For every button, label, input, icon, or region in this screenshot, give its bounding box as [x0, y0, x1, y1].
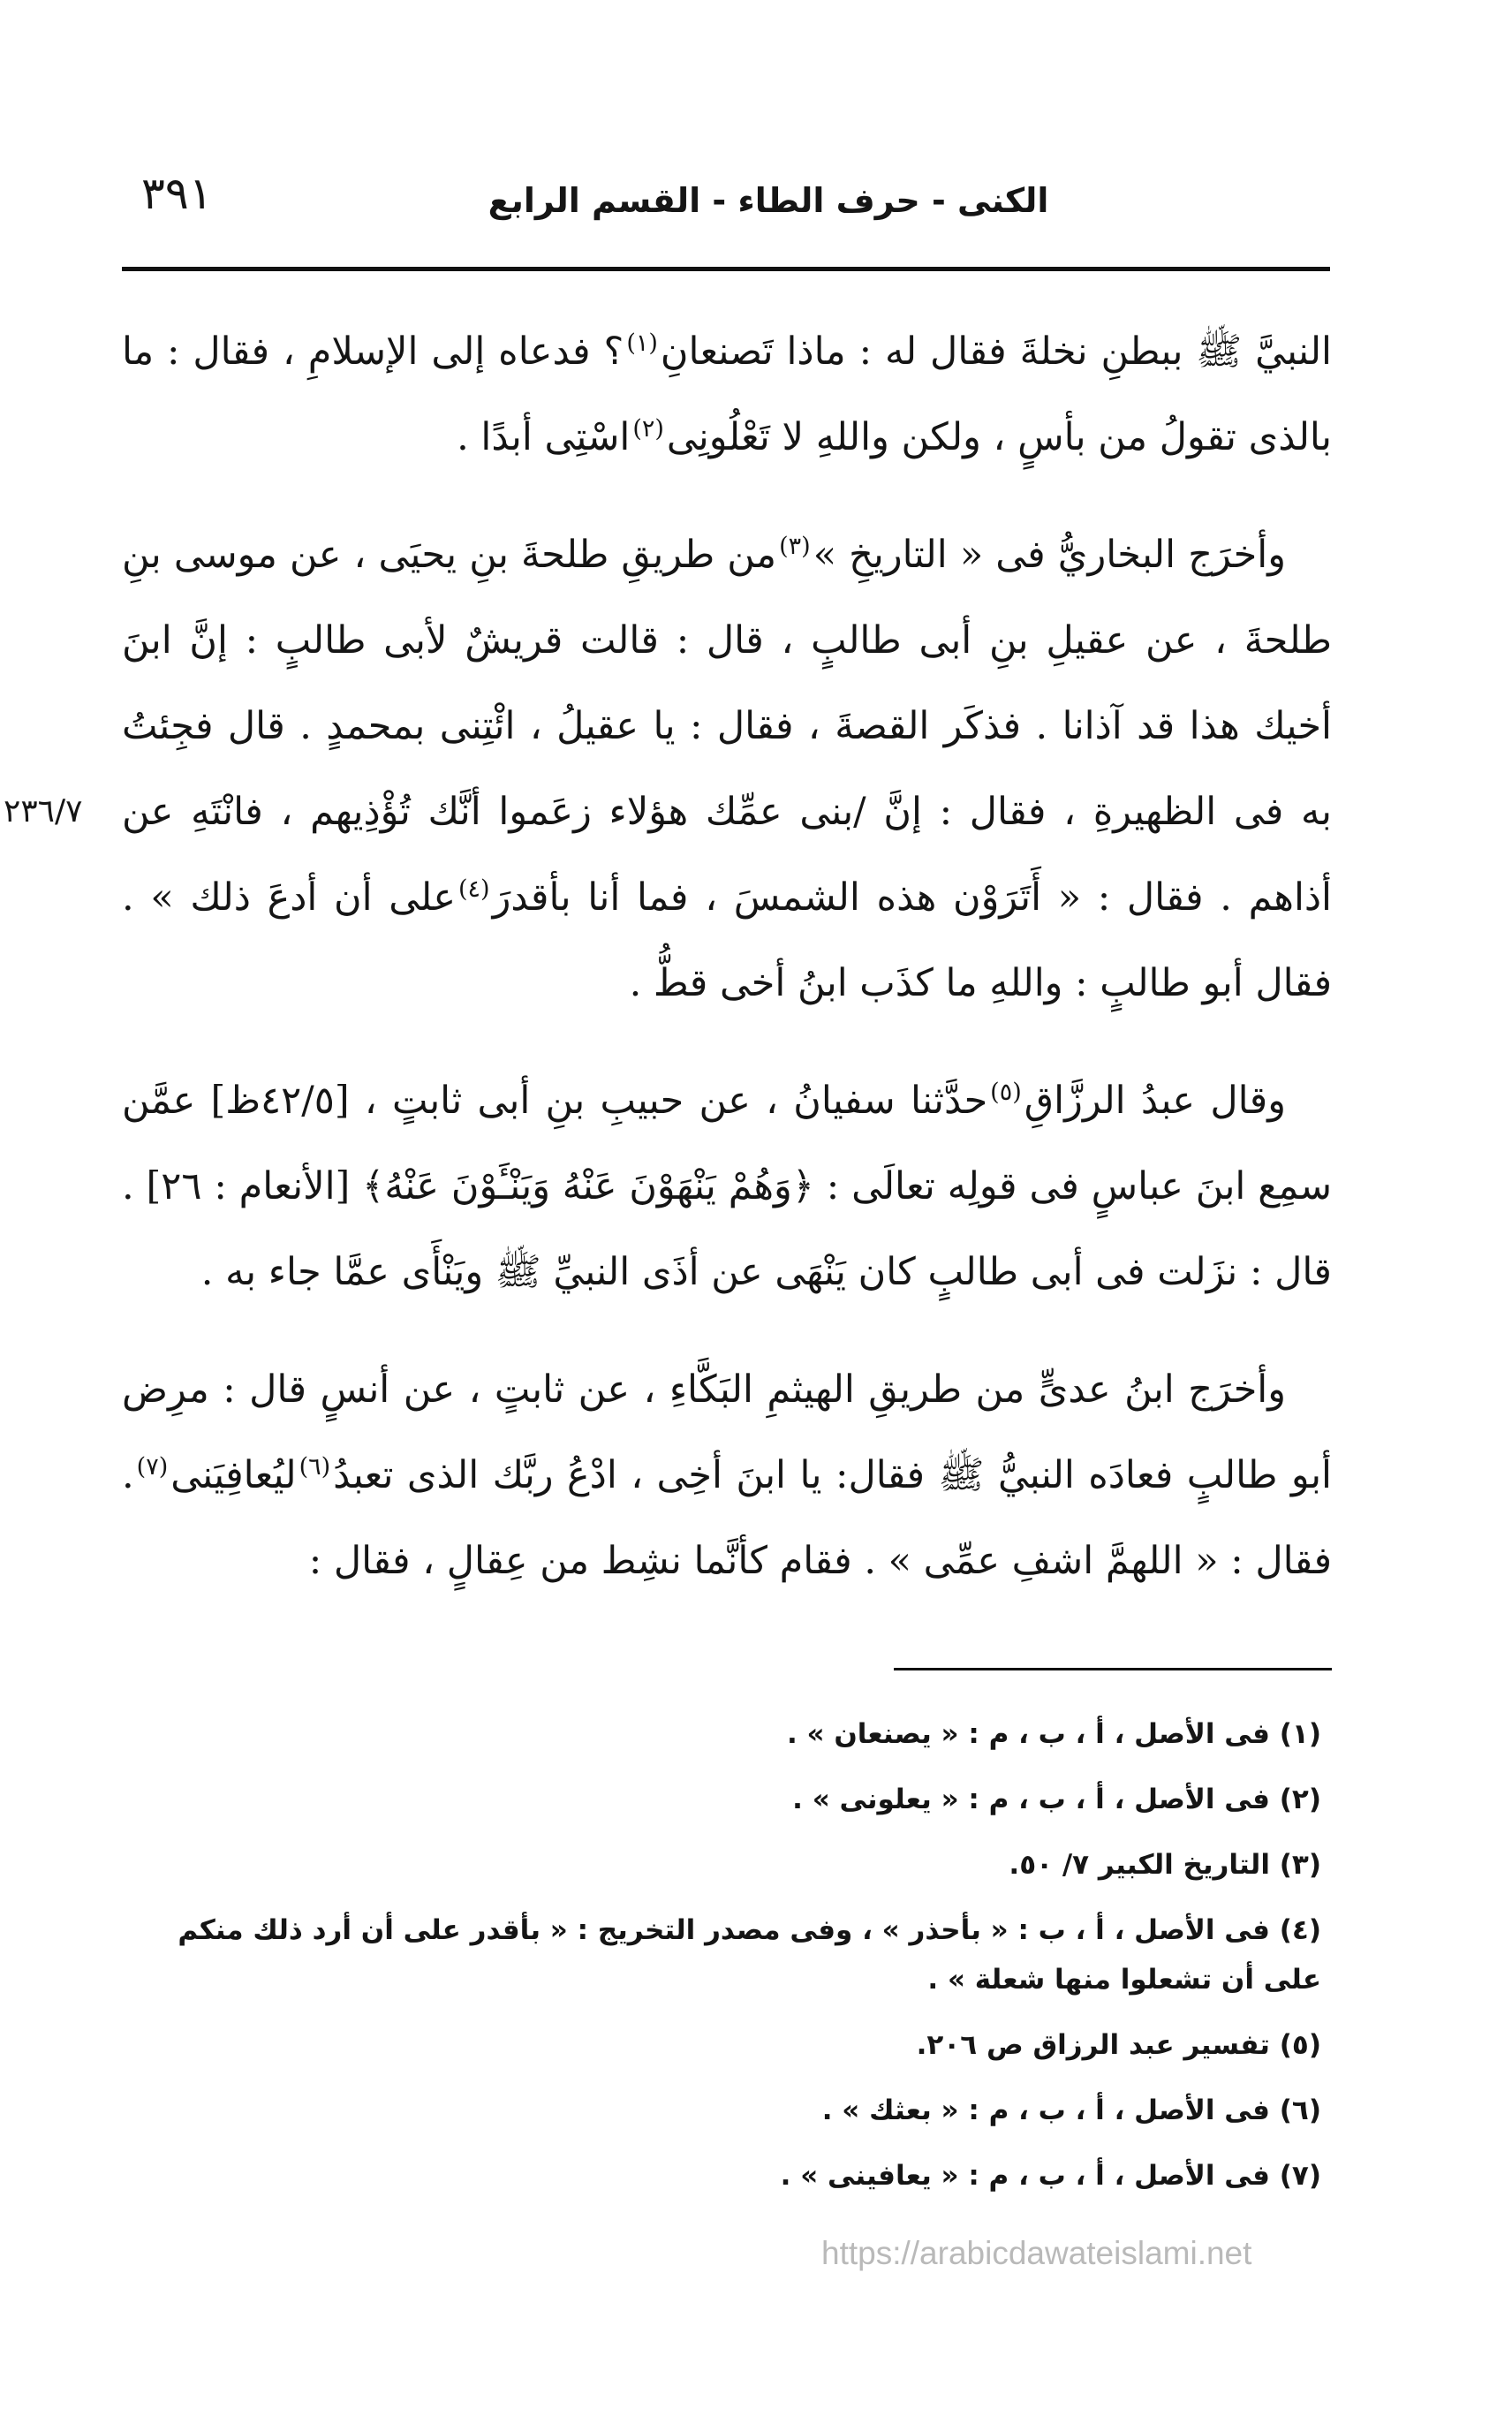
- footnote-7: (٧) فى الأصل ، أ ، ب ، م : « يعافينى » .: [780, 2160, 1321, 2192]
- paragraph-1-text-2: ؟ فدعاه إلى الإسلامِ ، فقال : ما بالذى تقولُ من بأسٍ ، ولكن واللهِ لا تَعْلُونِى: [122, 330, 1332, 459]
- footnote-1: (١) فى الأصل ، أ ، ب ، م : « يصنعان » .: [786, 1718, 1321, 1750]
- paragraph-4: [122, 1347, 1332, 1604]
- paragraph-2-text-1: وأخرَج البخاريُّ فى « التاريخِ »: [813, 533, 1286, 577]
- paragraph-4-text-2: ليُعافِيَنى: [170, 1453, 297, 1497]
- footnote-2: (٢) فى الأصل ، أ ، ب ، م : « يعلونى » .: [792, 1784, 1321, 1815]
- footnote-separator: [894, 1668, 1332, 1670]
- running-head: الكنى - حرف الطاء - القسم الرابع: [488, 181, 1049, 220]
- paragraph-1-text-1: النبيَّ ﷺ ببطنِ نخلةَ فقال له : ماذا تَصنعانِ: [660, 330, 1332, 374]
- footnote-marker: (٤): [457, 875, 490, 903]
- footnote-4: (٤) فى الأصل ، أ ، ب : « بأحذر » ، وفى مصدر التخريج : « بأقدر على أن أرد ذلك منكم على أن تشعلوا منها شعلة » .: [178, 1914, 1321, 1996]
- paragraph-2-text-2: من طريقِ طلحةَ بنِ يحيَى ، عن موسى بنِ طلحةَ ، عن عقيلِ بنِ أبى طالبٍ ، قال : قالت قريشٌ لأبى طالبٍ : إنَّ ابنَ أخيك هذا قد آذانا . فذكَر القصةَ ، فقال : يا عقيلُ ، ائْتِنى بمحمدٍ . قال فجِئتُ به فى الظهيرةِ ، فقال : إنَّ /بنى عمِّك هؤلاء زعَموا أنَّك تُؤْذِيهم ، فانْتَهِ عن أذاهم . فقال : « أَتَرَوْن هذه الشمسَ ، فما أنا بأقدرَ: [122, 533, 1332, 920]
- paragraph-3: [122, 1058, 1332, 1315]
- paragraph-1: [122, 309, 1332, 481]
- watermark-url: https://arabicdawateislami.net: [821, 2235, 1252, 2271]
- footnotes: [122, 1709, 1321, 2216]
- header-rule: [122, 267, 1330, 271]
- page-number: ٣٩١: [141, 168, 213, 219]
- paragraph-3-text-2: حدَّثنا سفيانُ ، عن حبيبِ بنِ أبى ثابتٍ ، [٤٢/٥ظ] عمَّن سمِع ابنَ عباسٍ فى قولِه تعالَى : ﴿وَهُمْ يَنْهَوْنَ عَنْهُ وَيَنْـَٔوْنَ عَنْهُ﴾ [الأنعام : ٢٦] . قال : نزَلت فى أبى طالبٍ كان يَنْهَى عن أذَى النبيِّ ﷺ ويَنْأَى عمَّا جاء به .: [122, 1079, 1332, 1294]
- main-text: [122, 309, 1332, 1636]
- footnote-marker: (١): [626, 329, 658, 357]
- footnote-marker: (٦): [299, 1452, 331, 1481]
- footnote-marker: (٣): [779, 532, 811, 560]
- paragraph-4-text-3: . فقال : « اللهمَّ اشفِ عمِّى » . فقام كأنَّما نشِط من عِقالٍ ، فقال :: [122, 1453, 1332, 1583]
- footnote-3: (٣) التاريخ الكبير ٧/ ٥٠.: [1009, 1849, 1321, 1881]
- footnote-marker: (٢): [632, 414, 664, 443]
- margin-volume-reference: ٢٣٦/٧: [4, 793, 83, 830]
- paragraph-2: [122, 512, 1332, 1026]
- footnote-6: (٦) فى الأصل ، أ ، ب ، م : « بعثك » .: [821, 2095, 1321, 2126]
- paragraph-2-text-3: على أن أدعَ ذلك » . فقال أبو طالبٍ : واللهِ ما كذَب ابنُ أخى قطُّ .: [122, 875, 1332, 1005]
- footnote-5: (٥) تفسير عبد الرزاق ص ٢٠٦.: [916, 2029, 1321, 2061]
- footnote-marker: (٥): [990, 1078, 1022, 1106]
- paragraph-3-text-1: وقال عبدُ الرزَّاقِ: [1024, 1079, 1286, 1123]
- footnote-marker: (٧): [136, 1452, 169, 1481]
- paragraph-1-text-3: اسْتِى أبدًا .: [457, 415, 631, 459]
- paragraph-4-text-1: وأخرَج ابنُ عدىٍّ من طريقِ الهيثمِ البَكَّاءِ ، عن ثابتٍ ، عن أنسٍ قال : مرِض أبو طالبٍ فعادَه النبيُّ ﷺ فقال: يا ابنَ أخِى ، ادْعُ ربَّك الذى تعبدُ: [122, 1367, 1332, 1497]
